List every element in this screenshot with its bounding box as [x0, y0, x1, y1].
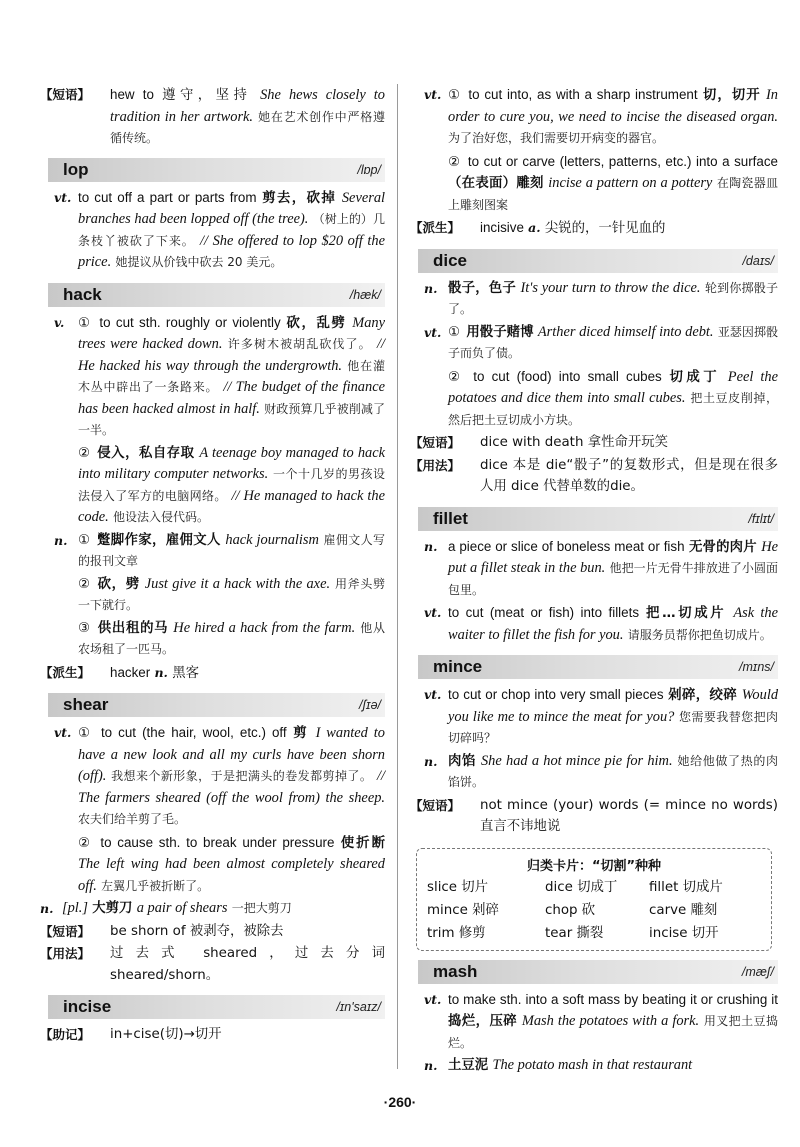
headword: dice [433, 250, 468, 270]
card-item: slice 切片 [427, 879, 489, 895]
pronunciation: /mɪns/ [738, 660, 774, 674]
example: She hews closely to tradition in her artwork. [110, 87, 385, 125]
sense-number: ② [78, 835, 93, 851]
sense [410, 751, 778, 794]
headword-bar [48, 693, 385, 717]
definition: to cut into, as with a sharp instrument [468, 87, 698, 102]
definition: to cause sth. to break under pressure [100, 834, 335, 850]
card-grid [427, 877, 761, 944]
entry-incise [40, 995, 385, 1046]
sense [40, 530, 385, 573]
example: The left wing had been almost completely sheared off. [78, 856, 385, 894]
translation: 她在艺术创作中严格遵循传统。 [110, 109, 385, 145]
sense [410, 278, 778, 321]
definition: to cut or carve (letters, patterns, etc.) into a surface [467, 153, 778, 169]
headword: lop [63, 159, 89, 179]
sense-number: ③ [78, 620, 91, 636]
pronunciation: /fɪlɪt/ [748, 511, 774, 526]
card-item: mince 剁碎 [427, 902, 499, 918]
usage-tag: 【用法】 [410, 457, 461, 473]
example: Mash the potatoes with a fork. [521, 1013, 700, 1029]
entry-hack [40, 283, 385, 685]
part-of-speech: vt. [424, 605, 442, 620]
translation: 一个十几岁的男孩设法侵入了军方的电脑网络。 [78, 467, 385, 503]
definition: to cut or chop into very small pieces [448, 687, 664, 702]
part-of-speech: a. [528, 220, 541, 235]
example: Arther diced himself into debt. [537, 323, 714, 340]
example: Would you like me to mince the meat for you? [448, 687, 779, 725]
sense-number: ① [448, 324, 461, 340]
pronunciation: /ʃɪə/ [359, 698, 381, 712]
card-item: carve 雕刻 [649, 902, 718, 918]
definition: to cut (meat or fish) into fillets [448, 605, 640, 620]
example: Peel the potatoes and dice them into small cubes. [448, 368, 779, 406]
example: // The farmers sheared (off the wool from) the sheep. [78, 768, 385, 806]
translation: 请服务员帮你把鱼切成片。 [627, 627, 772, 642]
derivation-note [410, 217, 778, 240]
usage-note [40, 943, 385, 986]
chinese-gloss: 砍，劈 [97, 576, 140, 592]
part-of-speech: v. [54, 314, 65, 330]
example: // The budget of the finance has been hacked almost in half. [78, 379, 385, 417]
derived-word: incisive [480, 220, 524, 235]
headword: mash [433, 961, 478, 981]
example: I wanted to have a new look and all my curls have been shorn (off). [78, 725, 385, 784]
chinese-gloss: 供出租的马 [97, 620, 169, 636]
chinese-gloss: 用骰子赌博 [466, 324, 534, 340]
sense [40, 443, 385, 529]
entry-incise-continued [410, 84, 778, 240]
chinese-gloss: 大剪刀 [92, 901, 133, 916]
phrase-text: not mince (your) words (= mince no words) 直言不讳地说 [480, 797, 778, 834]
headword-bar [418, 655, 778, 679]
usage-text: dice 本是 die“骰子”的复数形式，但是现在很多人用 dice 代替单数的die。 [480, 457, 778, 494]
chinese-gloss: （在表面）雕刻 [448, 176, 544, 191]
example: Ask the waiter to fillet the fish for you. [448, 605, 778, 643]
part-of-speech: n. [424, 538, 438, 554]
derivation-note [40, 662, 385, 685]
headword: mince [433, 657, 483, 676]
translation: 他设法入侵代码。 [113, 510, 210, 524]
part-of-speech: n. [54, 532, 68, 548]
translation: 他把一片无骨牛排放进了小圆面包里。 [448, 561, 778, 597]
chinese-gloss: 切成丁 [669, 369, 721, 385]
sense [40, 618, 385, 661]
definition: to cut (food) into small cubes [473, 368, 662, 384]
sense-number: ① [78, 532, 91, 548]
part-of-speech: vt. [424, 687, 442, 702]
card-item: tear 撕裂 [545, 925, 604, 941]
sense-number: ① [78, 726, 93, 741]
chinese-gloss: 黑客 [172, 665, 199, 681]
definition: to cut sth. roughly or violently [99, 314, 281, 330]
mnemonic-note [40, 1024, 385, 1046]
chinese-gloss: 骰子，色子 [448, 280, 516, 296]
translation: 许多树木被胡乱砍伐了。 [227, 337, 372, 351]
translation: （树上的）几条枝丫被砍了下来。 [78, 212, 385, 248]
translation: 为了治好您，我们需要切开病变的器官。 [448, 131, 665, 145]
card-item: fillet 切成片 [649, 879, 723, 895]
pronunciation: /daɪs/ [742, 253, 774, 268]
chinese-gloss: 捣烂，压碎 [448, 1014, 518, 1029]
translation: 把土豆皮削掉，然后把土豆切成小方块。 [448, 391, 778, 427]
sense [410, 366, 778, 432]
sense [410, 84, 778, 150]
sense-number: ② [448, 154, 461, 170]
translation: 轮到你掷骰子了。 [448, 280, 778, 316]
part-of-speech: vt. [424, 87, 442, 102]
chinese-gloss: 剪去，砍掉 [262, 190, 337, 206]
translation: 左翼几乎被折断了。 [101, 878, 210, 893]
page-number: ·260· [383, 1094, 417, 1110]
translation: 她给他做了热的肉馅饼。 [448, 753, 778, 789]
phrase-tag: 【短语】 [40, 923, 91, 939]
derived-word: hacker [110, 664, 151, 680]
phrase-text: dice with death 拿性命开玩笑 [480, 435, 669, 450]
hew-phrase-note [40, 84, 385, 150]
translation: 我想来个新形象，于是把满头的卷发都剪掉了。 [111, 769, 373, 783]
card-item: trim 修剪 [427, 925, 486, 941]
sense-number: ② [78, 445, 91, 461]
headword-bar [48, 283, 385, 307]
sense [40, 898, 385, 920]
card-item: chop 砍 [545, 902, 596, 918]
part-of-speech: n. [154, 664, 168, 680]
phrase-tag: 【短语】 [40, 87, 91, 102]
translation: 财政预算几乎被削减了一半。 [78, 401, 385, 437]
example: She had a hot mince pie for him. [480, 752, 673, 769]
sense-number: ① [448, 88, 462, 103]
translation: 他在灌木丛中辟出了一条路来。 [78, 358, 385, 394]
sense [40, 832, 385, 898]
usage-tag: 【用法】 [40, 946, 91, 961]
phrase-text: be shorn of 被剥夺，被除去 [110, 923, 284, 939]
chinese-gloss: 蹩脚作家，雇佣文人 [97, 532, 221, 548]
mnemonic-text: in+cise(切)→切开 [110, 1027, 222, 1042]
translation: 用叉把土豆捣烂。 [448, 1014, 778, 1050]
usage-note [410, 455, 778, 498]
headword-bar [418, 507, 778, 531]
headword: hack [63, 284, 102, 304]
part-of-speech: vt. [54, 725, 72, 740]
sense [40, 722, 385, 831]
translation: 一把大剪刀 [231, 901, 292, 915]
pronunciation: /mæʃ/ [741, 964, 774, 979]
example: Several branches had been lopped off (the tree). [78, 189, 386, 227]
sense [40, 574, 385, 617]
example: Many trees were hacked down. [78, 314, 386, 352]
mnemonic-tag: 【助记】 [40, 1027, 91, 1042]
translation: 您需要我替您把肉切碎吗？ [448, 709, 778, 745]
sense-number: ② [78, 576, 91, 592]
example: A teenage boy managed to hack into military computer networks. [78, 444, 385, 482]
translation: 她提议从价钱中砍去 20 美元。 [115, 255, 283, 269]
right-column [410, 84, 778, 1086]
sense-number: ① [78, 315, 92, 331]
headword: shear [63, 695, 109, 714]
phrase-note [410, 795, 778, 838]
entry-mash [410, 960, 778, 1077]
example: The potato mash in that restaurant [492, 1057, 693, 1073]
definition: to make sth. into a soft mass by beating it or crushing it [448, 991, 778, 1007]
translation: 亚瑟因掷骰子而负了债。 [448, 324, 779, 360]
usage-text: 过去式 sheared，过去分词 sheared/shorn。 [110, 946, 385, 983]
dictionary-page [40, 84, 778, 1074]
sense [40, 312, 385, 442]
derivation-tag: 【派生】 [410, 220, 461, 235]
headword-bar [418, 249, 778, 273]
part-of-speech: n. [424, 280, 438, 296]
chinese-gloss: 土豆泥 [448, 1058, 489, 1073]
column-divider [397, 84, 398, 1069]
translation: 雇佣文人写的报刊文章 [78, 532, 385, 568]
headword: fillet [433, 508, 468, 528]
part-of-speech: vt. [424, 324, 442, 340]
headword-bar [48, 158, 385, 182]
example: Just give it a hack with the axe. [144, 575, 331, 592]
chinese-gloss: 剁碎，绞碎 [668, 688, 738, 703]
category-card [416, 848, 772, 951]
pronunciation: /lɒp/ [357, 162, 381, 177]
phrase-note [40, 921, 385, 943]
sense [410, 989, 778, 1055]
entry-lop [40, 158, 385, 274]
part-of-speech: vt. [424, 991, 442, 1007]
part-of-speech: n. [424, 753, 438, 769]
chinese-gloss: 尖锐的，一针见血的 [544, 221, 666, 236]
sense [410, 1055, 778, 1077]
translation: 农夫们给羊剪了毛。 [78, 812, 187, 826]
chinese-gloss: 无骨的肉片 [689, 539, 757, 555]
card-item: incise 切开 [649, 925, 719, 941]
sense [410, 684, 778, 750]
entry-dice [410, 249, 778, 498]
chinese-gloss: 使折断 [340, 835, 385, 851]
headword-bar [418, 960, 778, 984]
example: a pair of shears [136, 900, 228, 916]
sense [410, 602, 778, 646]
sense [410, 322, 778, 365]
example: incise a pattern on a pottery [548, 175, 713, 191]
example: He hired a hack from the farm. [173, 619, 356, 636]
chinese-gloss: 肉馅 [448, 753, 477, 769]
definition: to cut (the hair, wool, etc.) off [100, 725, 287, 740]
example: hack journalism [225, 531, 319, 548]
pronunciation: /ɪn'saɪz/ [336, 1000, 381, 1014]
chinese-gloss: 切，切开 [702, 88, 761, 103]
headword-bar [48, 995, 385, 1019]
example: // He hacked his way through the undergrowth. [78, 336, 385, 374]
phrase-tag: 【短语】 [410, 435, 461, 450]
example: // He managed to hack the code. [78, 487, 385, 525]
translation: 在陶瓷器皿上雕刻图案 [448, 176, 778, 212]
label: [pl.] [62, 900, 88, 916]
example: It's your turn to throw the dice. [520, 279, 701, 296]
phrase-text: hew to 遵守，坚持 [110, 87, 252, 102]
sense [40, 187, 385, 274]
card-title: 归类卡片：“切割”种种 [526, 858, 662, 874]
headword: incise [63, 997, 112, 1016]
example: In order to cure you, we need to incise the diseased organ. [448, 87, 778, 125]
chinese-gloss: 剪 [293, 726, 309, 741]
phrase-note [410, 432, 778, 454]
left-column [40, 84, 385, 1055]
derivation-tag: 【派生】 [40, 664, 91, 680]
chinese-gloss: 侵入，私自存取 [97, 445, 195, 461]
entry-mince [410, 655, 778, 951]
definition: a piece or slice of boneless meat or fish [448, 538, 685, 554]
chinese-gloss: 砍，乱劈 [286, 315, 347, 331]
phrase-tag: 【短语】 [410, 797, 461, 813]
sense [410, 536, 778, 602]
definition: to cut off a part or parts from [78, 189, 257, 205]
pronunciation: /hæk/ [349, 287, 381, 302]
part-of-speech: vt. [54, 189, 72, 205]
entry-fillet [410, 507, 778, 647]
translation: 他从农场租了一匹马。 [78, 620, 385, 656]
sense [410, 151, 778, 217]
example: // She offered to lop $20 off the price. [78, 232, 385, 270]
chinese-gloss: 把…切成片 [645, 606, 727, 621]
sense-number: ② [448, 369, 464, 385]
entry-shear [40, 693, 385, 986]
part-of-speech: n. [40, 901, 54, 916]
card-item: dice 切成丁 [545, 879, 618, 895]
translation: 用斧头劈一下就行。 [78, 576, 386, 612]
part-of-speech: n. [424, 1058, 438, 1073]
example: He put a fillet steak in the bun. [448, 538, 779, 576]
